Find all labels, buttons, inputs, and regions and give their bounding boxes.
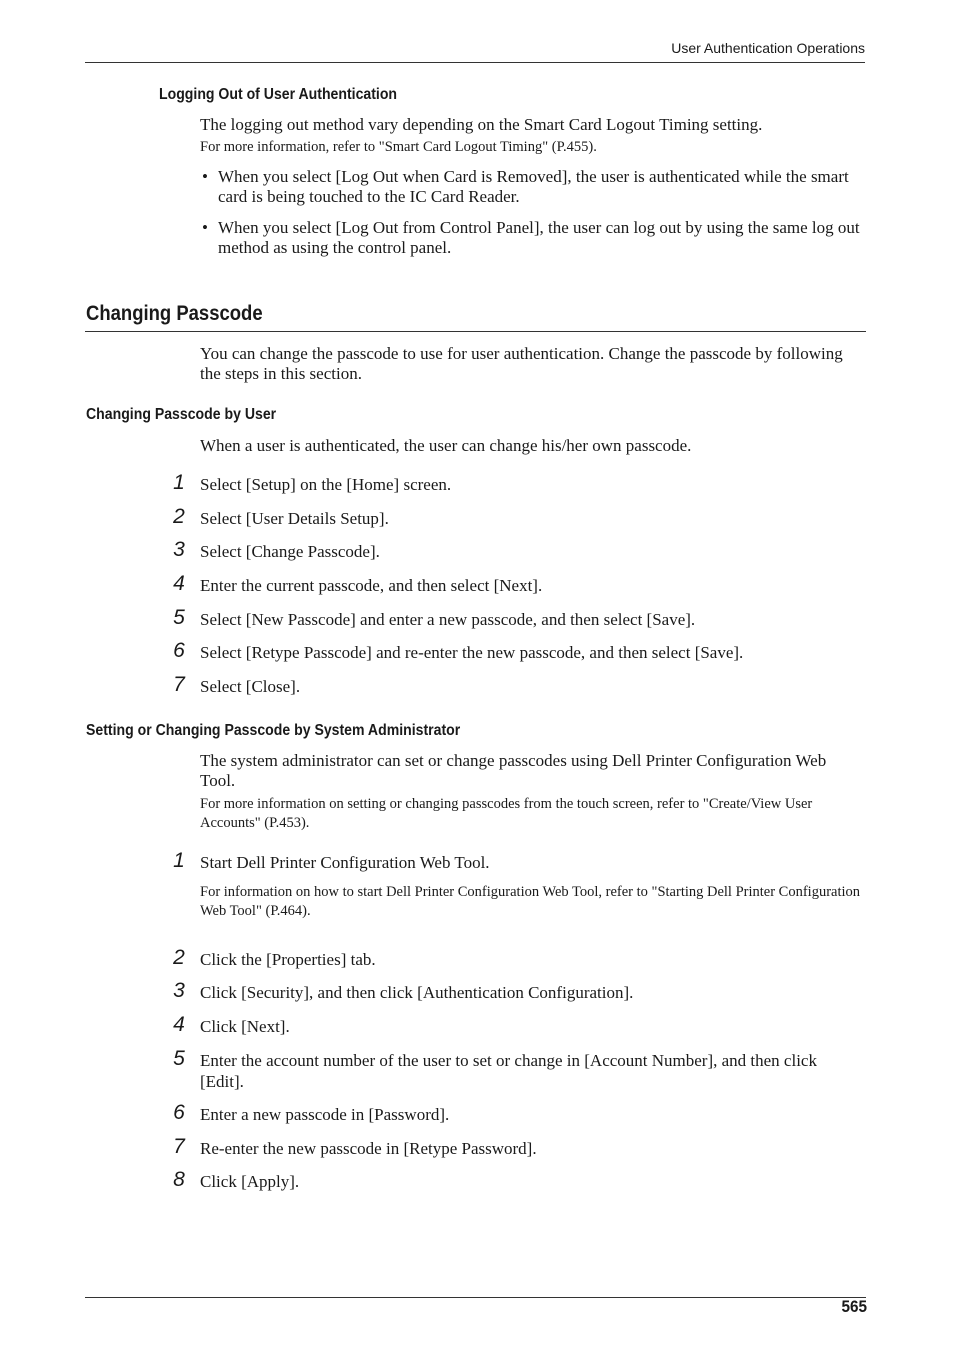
step-number: 7 — [173, 673, 185, 696]
step-text: Click [Security], and then click [Authentication Configuration]. — [200, 983, 634, 1002]
header-rule — [85, 62, 865, 63]
step-number: 1 — [173, 471, 185, 494]
by-admin-intro: The system administrator can set or change passcodes using Dell Printer Configuration Web Tool. — [200, 751, 827, 790]
logout-intro: The logging out method vary depending on the Smart Card Logout Timing setting. — [200, 115, 763, 134]
step-number: 6 — [173, 1101, 185, 1124]
step-text: Re-enter the new passcode in [Retype Password]. — [200, 1139, 537, 1158]
running-header: User Authentication Operations — [671, 40, 865, 56]
step-text: Select [Retype Passcode] and re-enter the new passcode, and then select [Save]. — [200, 643, 744, 662]
step-note: For information on how to start Dell Printer Configuration Web Tool, refer to "Starting Dell Printer Configuration Web Tool" (P.464). — [200, 884, 861, 919]
step-text: Click [Next]. — [200, 1017, 290, 1036]
step-number: 4 — [173, 572, 185, 595]
step-number: 5 — [173, 1047, 185, 1070]
step-text: Select [New Passcode] and enter a new passcode, and then select [Save]. — [200, 610, 696, 629]
step-text: Click the [Properties] tab. — [200, 950, 376, 969]
by-user-heading: Changing Passcode by User — [86, 406, 277, 423]
step-text: Select [User Details Setup]. — [200, 509, 389, 528]
step-number: 7 — [173, 1135, 185, 1158]
bullet-icon: • — [202, 167, 208, 186]
step-text: Select [Close]. — [200, 677, 301, 696]
step-number: 6 — [173, 639, 185, 662]
step-number: 3 — [173, 538, 185, 561]
changing-passcode-heading: Changing Passcode — [86, 302, 263, 325]
step-text: Enter a new passcode in [Password]. — [200, 1105, 450, 1124]
by-user-intro: When a user is authenticated, the user can change his/her own passcode. — [200, 436, 692, 455]
step-number: 2 — [173, 505, 185, 528]
step-text: Enter the account number of the user to set or change in [Account Number], and then click [Edit]. — [200, 1051, 817, 1091]
logout-bullet-2 — [200, 218, 865, 258]
step-text: Select [Change Passcode]. — [200, 542, 380, 561]
logout-bullet-1 — [200, 167, 865, 207]
bullet-icon: • — [202, 218, 208, 237]
by-admin-heading: Setting or Changing Passcode by System Administrator — [86, 722, 461, 739]
step-text: Enter the current passcode, and then select [Next]. — [200, 576, 543, 595]
page-number: 565 — [841, 1297, 867, 1316]
changing-passcode-intro: You can change the passcode to use for user authentication. Change the passcode by following the steps in this section. — [200, 344, 843, 383]
footer-rule — [85, 1297, 866, 1298]
step-number: 1 — [173, 849, 185, 872]
logout-note: For more information, refer to "Smart Card Logout Timing" (P.455). — [200, 139, 597, 155]
step-number: 2 — [173, 946, 185, 969]
step-text: Start Dell Printer Configuration Web Tool. — [200, 853, 490, 872]
step-number: 3 — [173, 979, 185, 1002]
step-text: Click [Apply]. — [200, 1172, 300, 1191]
section-rule — [85, 331, 866, 332]
bullet-text: When you select [Log Out when Card is Removed], the user is authenticated while the smart card is being touched to the IC Card Reader. — [218, 167, 849, 206]
step-number: 8 — [173, 1168, 185, 1191]
step-text: Select [Setup] on the [Home] screen. — [200, 475, 452, 494]
logout-heading: Logging Out of User Authentication — [159, 86, 398, 103]
step-number: 5 — [173, 606, 185, 629]
bullet-text: When you select [Log Out from Control Panel], the user can log out by using the same log out method as using the control panel. — [218, 218, 860, 257]
by-admin-note: For more information on setting or changing passcodes from the touch screen, refer to "Create/View User Accounts" (P.453). — [200, 796, 813, 831]
step-number: 4 — [173, 1013, 185, 1036]
